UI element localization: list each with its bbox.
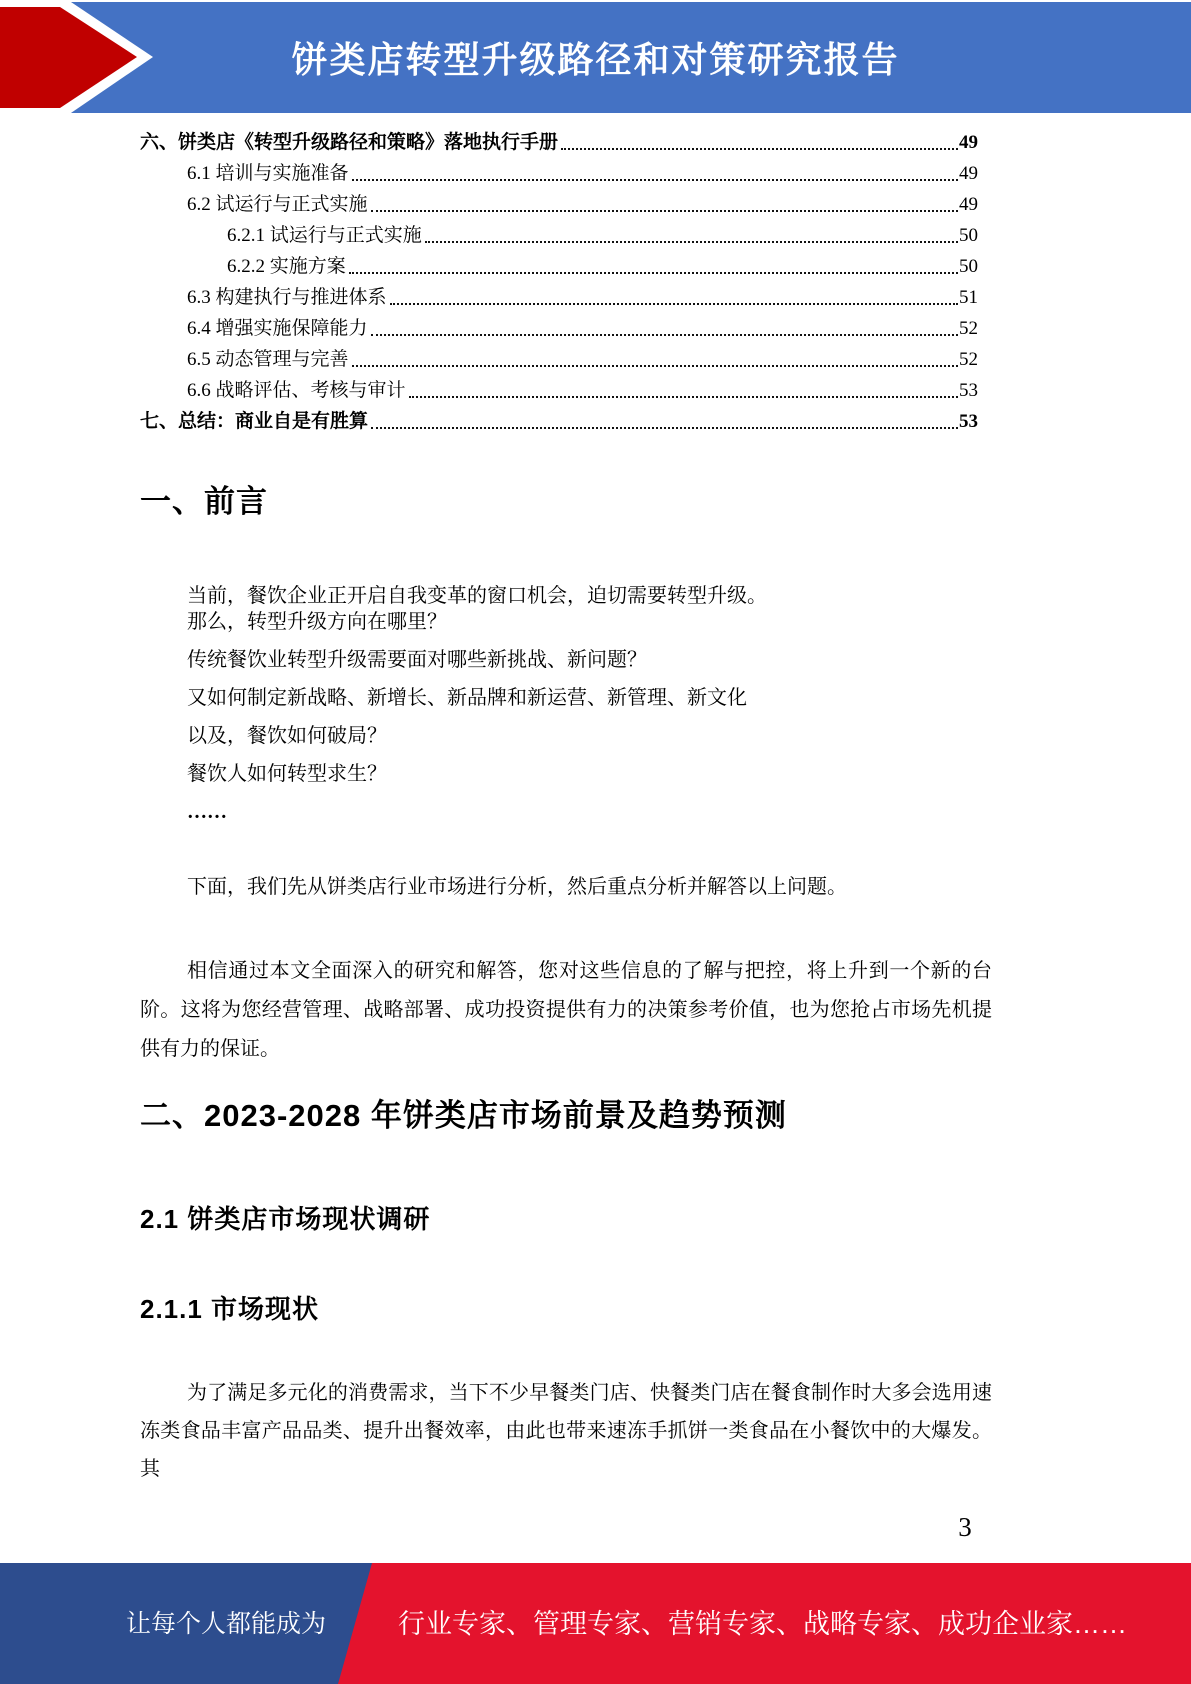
toc-page-number: 52 — [959, 318, 978, 339]
toc-entry — [140, 374, 978, 405]
toc-page-number: 49 — [959, 163, 978, 184]
paragraph-line: 又如何制定新战略、新增长、新品牌和新运营、新管理、新文化 — [187, 687, 747, 709]
toc-entry — [140, 126, 978, 157]
toc-entry-label: 6.6 战略评估、考核与审计 — [187, 380, 406, 401]
paragraph: 为了满足多元化的消费需求，当下不少早餐类门店、快餐类门店在餐食制作时大多会选用速冻类食品丰富产品品类、提升出餐效率，由此也带来速冻手抓饼一类食品在小餐饮中的大爆发。其 — [140, 1382, 992, 1480]
toc-entry-label: 6.1 培训与实施准备 — [187, 163, 349, 184]
toc-page-number: 50 — [959, 225, 978, 246]
toc-page-number: 49 — [959, 194, 978, 215]
subsubsection-heading: 2.1.1 市场现状 — [140, 1294, 320, 1324]
toc-entry — [140, 219, 978, 250]
toc-dotted-leader — [425, 241, 958, 243]
paragraph: 下面，我们先从饼类店行业市场进行分析，然后重点分析并解答以上问题。 — [187, 876, 847, 898]
toc-page-number: 53 — [959, 411, 978, 432]
toc-dotted-leader — [352, 179, 958, 181]
report-header — [0, 0, 1191, 115]
toc-page-number: 53 — [959, 380, 978, 401]
toc-page-number: 50 — [959, 256, 978, 277]
toc-dotted-leader — [371, 210, 958, 212]
toc-dotted-leader — [409, 396, 958, 398]
toc-dotted-leader — [352, 365, 958, 367]
paragraph: 相信通过本文全面深入的研究和解答，您对这些信息的了解与把控，将上升到一个新的台阶。这将为您经营管理、战略部署、成功投资提供有力的决策参考价值，也为您抢占市场先机提供有力的保证。 — [140, 960, 992, 1060]
toc-dotted-leader — [561, 148, 958, 150]
paragraph-line: 餐饮人如何转型求生？ — [187, 763, 387, 785]
table-of-contents — [140, 126, 978, 436]
toc-entry-label: 七、总结：商业自是有胜算 — [140, 411, 369, 432]
section-heading: 一、前言 — [140, 484, 268, 519]
paragraph-line: 那么，转型升级方向在哪里？ — [187, 611, 447, 633]
toc-entry — [140, 281, 978, 312]
toc-entry — [140, 405, 978, 436]
footer-slogan-right: 行业专家、管理专家、营销专家、战略专家、成功企业家…… — [398, 1609, 1127, 1639]
page-number: 3 — [958, 1512, 972, 1542]
toc-dotted-leader — [371, 427, 958, 429]
toc-entry — [140, 343, 978, 374]
toc-entry — [140, 157, 978, 188]
toc-entry-label: 6.2 试运行与正式实施 — [187, 194, 368, 215]
toc-page-number: 52 — [959, 349, 978, 370]
footer-slogan-left: 让每个人都能成为 — [126, 1610, 327, 1638]
toc-entry — [140, 312, 978, 343]
paragraph-line: 以及，餐饮如何破局？ — [187, 725, 387, 747]
toc-entry-label: 6.2.2 实施方案 — [227, 256, 346, 277]
paragraph-line: 传统餐饮业转型升级需要面对哪些新挑战、新问题？ — [187, 649, 647, 671]
toc-entry-label: 6.3 构建执行与推进体系 — [187, 287, 387, 308]
section-heading: 二、2023-2028 年饼类店市场前景及趋势预测 — [140, 1098, 787, 1133]
toc-entry-label: 6.2.1 试运行与正式实施 — [227, 225, 422, 246]
toc-dotted-leader — [390, 303, 958, 305]
toc-entry-label: 六、饼类店《转型升级路径和策略》落地执行手册 — [140, 132, 559, 153]
paragraph: 当前，餐饮企业正开启自我变革的窗口机会，迫切需要转型升级。 — [187, 585, 767, 607]
subsection-heading: 2.1 饼类店市场现状调研 — [140, 1204, 431, 1234]
toc-entry-label: 6.5 动态管理与完善 — [187, 349, 349, 370]
toc-entry — [140, 188, 978, 219]
toc-page-number: 51 — [959, 287, 978, 308]
document-body — [140, 485, 992, 1488]
toc-entry-label: 6.4 增强实施保障能力 — [187, 318, 368, 339]
paragraph-line: …… — [187, 801, 227, 823]
toc-dotted-leader — [349, 272, 958, 274]
toc-dotted-leader — [371, 334, 958, 336]
report-title: 饼类店转型升级路径和对策研究报告 — [291, 39, 900, 80]
toc-page-number: 49 — [959, 132, 978, 153]
toc-entry — [140, 250, 978, 281]
